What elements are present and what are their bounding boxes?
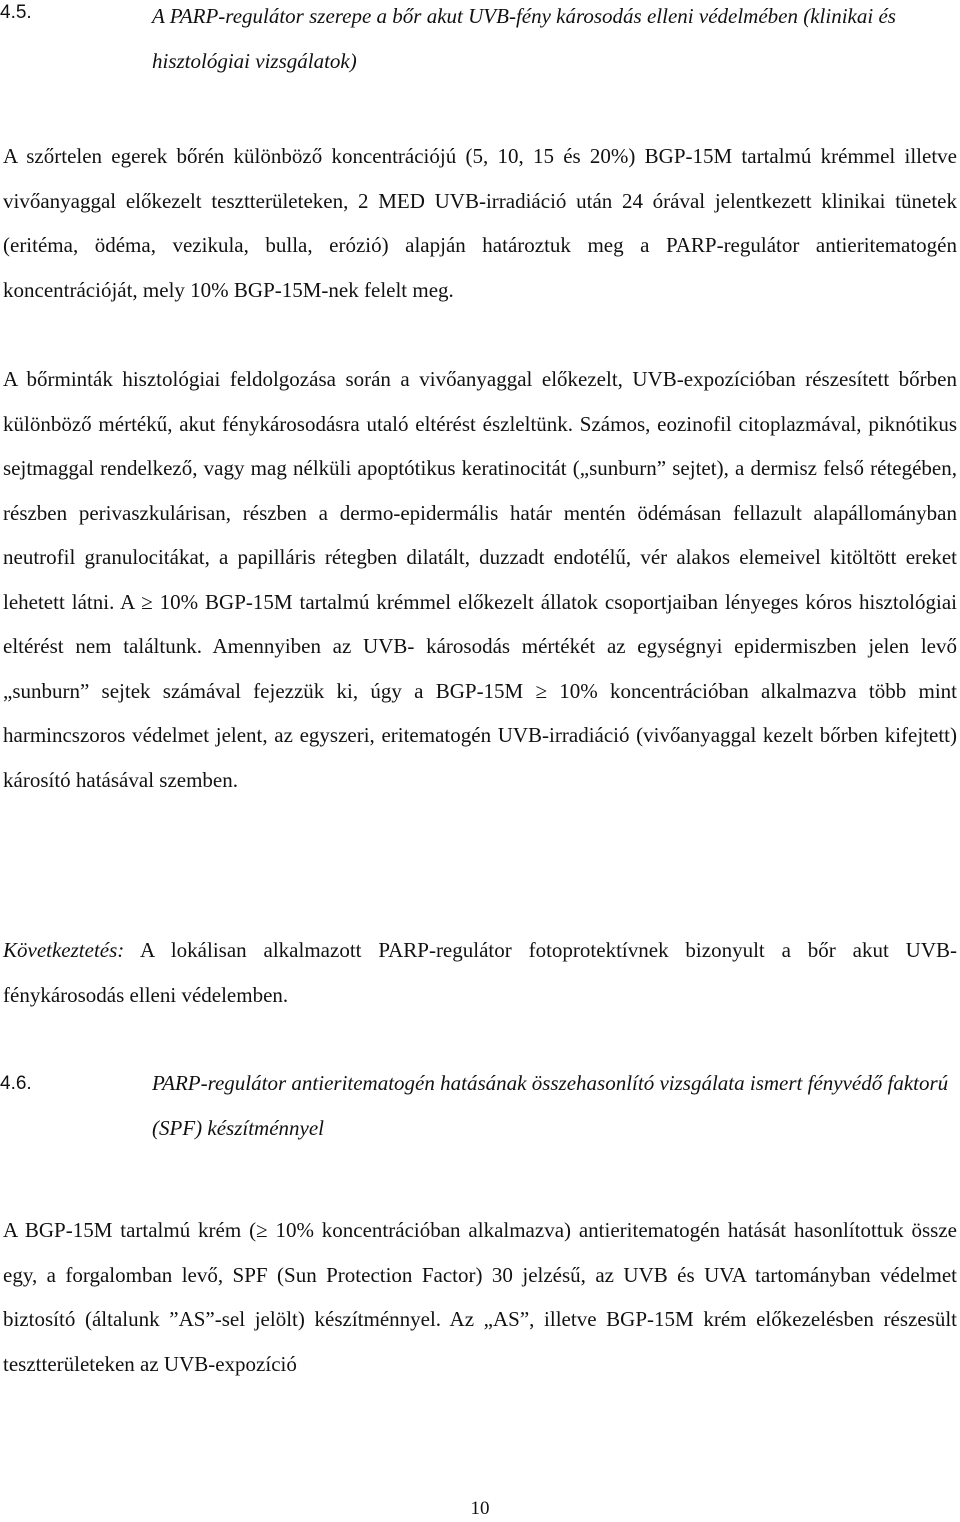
paragraph: A BGP-15M tartalmú krém (≥ 10% koncentrációban alkalmazva) antieritematogén hatását hasonlítottuk össze egy, a forgalomban levő, SPF (Sun Protection Factor) 30 jelzésű, az UVB és UVA tartományban védelmet biztosító (általunk ”AS”-sel jelölt) készítménnyel. Az „AS”, illetve BGP-15M krém előkezelésben részesült tesztterületeken az UVB-expozíció <box>3 1218 957 1376</box>
section-title: PARP-regulátor antieritematogén hatásának összehasonlító vizsgálata ismert fényvédő faktorú (SPF) készítménnyel <box>152 1071 949 1140</box>
paragraph: A szőrtelen egerek bőrén különböző koncentrációjú (5, 10, 15 és 20%) BGP-15M tartalmú krémmel illetve vivőanyaggal előkezelt tesztterületeken, 2 MED UVB-irradiáció után 24 órával jelentkezett klinikai tünetek (eritéma, ödéma, vezikula, bulla, erózió) alapján határoztuk meg a PARP-regulátor antieritematogén koncentrációját, mely 10% BGP-15M-nek felelt meg. <box>3 144 957 302</box>
conclusion-text: A lokálisan alkalmazott PARP-regulátor fotoprotektívnek bizonyult a bőr akut UVB-fénykárosodás elleni védelemben. <box>3 938 957 1007</box>
conclusion-paragraph <box>3 928 957 1017</box>
page-number: 10 <box>470 1498 490 1519</box>
conclusion-label: Következtetés: <box>3 938 125 962</box>
paragraph: A bőrminták hisztológiai feldolgozása során a vivőanyaggal előkezelt, UVB-expozícióban részesített bőrben különböző mértékű, akut fénykárosodásra utaló eltérést észleltünk. Számos, eozinofil citoplazmával, piknótikus sejtmaggal rendelkező, vagy mag nélküli apoptótikus keratinocitát („sunburn” sejtet), a dermisz felső rétegében, részben perivaszkulárisan, részben a dermo-epidermális határ mentén ödémásan fellazult alapállományban neutrofil granulocitákat, a papilláris rétegben dilatált, duzzadt endotélű, vér alakos elemeivel kitöltött ereket lehetett látni. A ≥ 10% BGP-15M tartalmú krémmel előkezelt állatok csoportjaiban lényeges kóros hisztológiai eltérést nem találtunk. Amennyiben az UVB- károsodás mértékét az egységnyi epidermiszben jelen levő „sunburn” sejtek számával fejezzük ki, úgy a BGP-15M ≥ 10% koncentrációban alkalmazva több mint harmincszoros védelmet jelent, az egyszeri, eritematogén UVB-irradiáció (vivőanyaggal kezelt bőrben kifejtett) károsító hatásával szemben. <box>3 367 957 792</box>
section-number: 4.5. <box>0 2 32 23</box>
section-number: 4.6. <box>0 1073 32 1094</box>
section-title: A PARP-regulátor szerepe a bőr akut UVB-fény károsodás elleni védelmében (klinikai és hisztológiai vizsgálatok) <box>152 4 896 73</box>
